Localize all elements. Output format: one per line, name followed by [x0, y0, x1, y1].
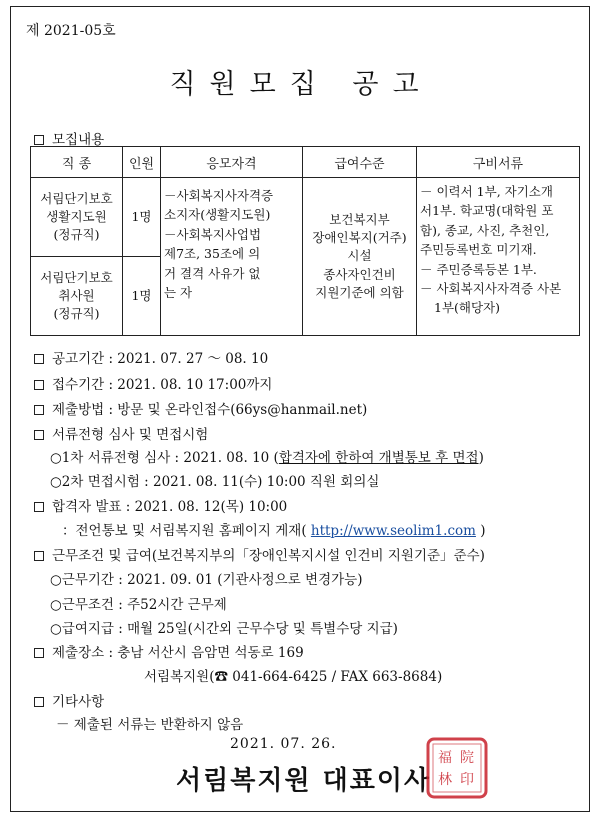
svg-text:林: 林	[438, 772, 452, 788]
condition-period: ○근무기간 : 2021. 09. 01 (기관사정으로 변경가능)	[50, 572, 363, 588]
job-cell-1	[31, 178, 123, 257]
official-seal-stamp	[424, 735, 490, 801]
qualification-cell	[161, 178, 303, 336]
col-header-job: 직 종	[31, 147, 123, 178]
checkbox-square-icon	[34, 354, 44, 364]
result-detail	[62, 519, 486, 539]
salary-line: 종사자인건비	[323, 266, 396, 282]
documents-line: 주민등록번호 미기재.	[420, 242, 537, 258]
col-header-documents: 구비서류	[417, 147, 580, 178]
checkbox-square-icon	[34, 380, 44, 390]
receipt-period-text: 접수기간 : 2021. 08. 10 17:00까지	[52, 377, 273, 393]
result-announcement-text: 합격자 발표 : 2021. 08. 12(목) 10:00	[52, 499, 288, 515]
screening-heading-text: 서류전형 심사 및 면접시험	[52, 427, 209, 443]
announcement-date: 2021. 07. 26.	[230, 736, 337, 752]
qualification-line: －사회복지사자격증	[164, 188, 274, 203]
job-line: (정규직)	[53, 227, 100, 243]
result-detail-text: ：전언통보 및 서림복지원 홈페이지 게재(	[62, 523, 311, 539]
submission-method	[34, 398, 367, 418]
checkbox-square-icon	[34, 648, 44, 658]
document-title: 직원모집 공고	[169, 69, 433, 100]
col-header-count: 인원	[123, 147, 161, 178]
screening-stage-1-underlined: 합격자에 한하여 개별통보 후 면접	[278, 450, 479, 466]
receipt-period	[34, 373, 272, 393]
conditions-heading-text: 근무조건 및 급여(보건복지부의「장애인복지시설 인건비 지원기준」준수)	[52, 548, 485, 564]
documents-line: 1부(해당자)	[434, 300, 501, 316]
submission-method-text: 제출방법 : 방문 및 온라인접수(66ys@hanmail.net)	[52, 402, 368, 418]
salary-line: 장애인복지(거주)	[312, 230, 407, 246]
checkbox-square-icon	[34, 551, 44, 561]
screening-heading	[34, 423, 208, 443]
contact-info: 서림복지원(☎ 041-664-6425 / FAX 663-8684)	[144, 669, 443, 685]
job-line: 서림단기보호	[40, 269, 113, 285]
conditions-heading	[34, 544, 485, 564]
submission-place-text: 제출장소 : 충남 서산시 음암면 석동로 169	[52, 645, 304, 661]
homepage-link[interactable]: http://www.seolim1.com	[310, 523, 476, 539]
screening-stage-1-suffix: )	[478, 450, 484, 466]
checkbox-square-icon	[34, 405, 44, 415]
checkbox-square-icon	[34, 430, 44, 440]
documents-line: － 사회복지사자격증 사본	[420, 280, 562, 296]
qualification-line: 소지자(생활지도원)	[164, 207, 271, 223]
count-cell-1: 1명	[123, 178, 161, 257]
result-announcement	[34, 495, 287, 515]
documents-cell	[417, 178, 580, 336]
recruit-heading-text: 모집내용	[52, 132, 105, 148]
job-line: 생활지도원	[46, 208, 107, 224]
document-number: 제 2021-05호	[26, 23, 116, 39]
checkbox-square-icon	[34, 697, 44, 707]
condition-pay: ○급여지급 : 매월 25일(시간외 근무수당 및 특별수당 지급)	[50, 621, 398, 637]
svg-text:印: 印	[460, 772, 474, 788]
result-detail-suffix: )	[475, 523, 486, 539]
job-cell-2	[31, 257, 123, 336]
misc-heading-text: 기타사항	[52, 694, 105, 710]
salary-cell	[303, 178, 417, 336]
svg-text:院: 院	[460, 750, 474, 766]
checkbox-square-icon	[34, 502, 44, 512]
signature-line: 서림복지원 대표이사	[176, 766, 432, 796]
col-header-salary: 급여수준	[303, 147, 417, 178]
misc-item: － 제출된 서류는 반환하지 않음	[56, 717, 244, 733]
recruitment-table	[30, 146, 580, 336]
job-line: 서림단기보호	[40, 190, 113, 206]
count-cell-2: 1명	[123, 257, 161, 336]
submission-place	[34, 641, 304, 661]
salary-line: 시설	[347, 248, 372, 264]
table-row	[31, 178, 580, 257]
qualification-line: 제7조, 35조에 의	[164, 246, 261, 262]
job-line: (정규직)	[53, 306, 100, 322]
salary-line: 지원기준에 의함	[315, 284, 404, 300]
table-header-row	[31, 147, 580, 178]
screening-stage-1-text: ○1차 서류전형 심사 : 2021. 08. 10 (	[50, 450, 279, 466]
job-line: 취사원	[58, 287, 95, 303]
svg-text:福: 福	[438, 750, 452, 766]
col-header-qualification: 응모자격	[161, 147, 303, 178]
qualification-line: 는 자	[164, 284, 193, 300]
misc-heading	[34, 690, 104, 710]
screening-stage-1	[50, 446, 484, 466]
documents-line: － 주민증록등본 1부.	[420, 261, 537, 277]
checkbox-square-icon	[34, 135, 44, 145]
documents-line: 서1부. 학교명(대학원 포	[420, 203, 554, 219]
documents-line: 함), 종교, 사진, 추천인,	[420, 222, 550, 238]
recruit-section-heading	[34, 128, 104, 148]
salary-line: 보건복지부	[329, 212, 390, 228]
documents-line: － 이력서 1부, 자기소개	[420, 184, 553, 199]
screening-stage-2: ○2차 면접시험 : 2021. 08. 11(수) 10:00 직원 회의실	[50, 474, 380, 490]
notice-period	[34, 347, 268, 367]
qualification-line: 거 결격 사유가 없	[164, 265, 261, 281]
qualification-line: －사회복지사업법	[164, 226, 262, 242]
notice-period-text: 공고기간 : 2021. 07. 27 ～ 08. 10	[52, 351, 269, 367]
condition-hours: ○근무조건 : 주52시간 근무제	[50, 597, 227, 613]
